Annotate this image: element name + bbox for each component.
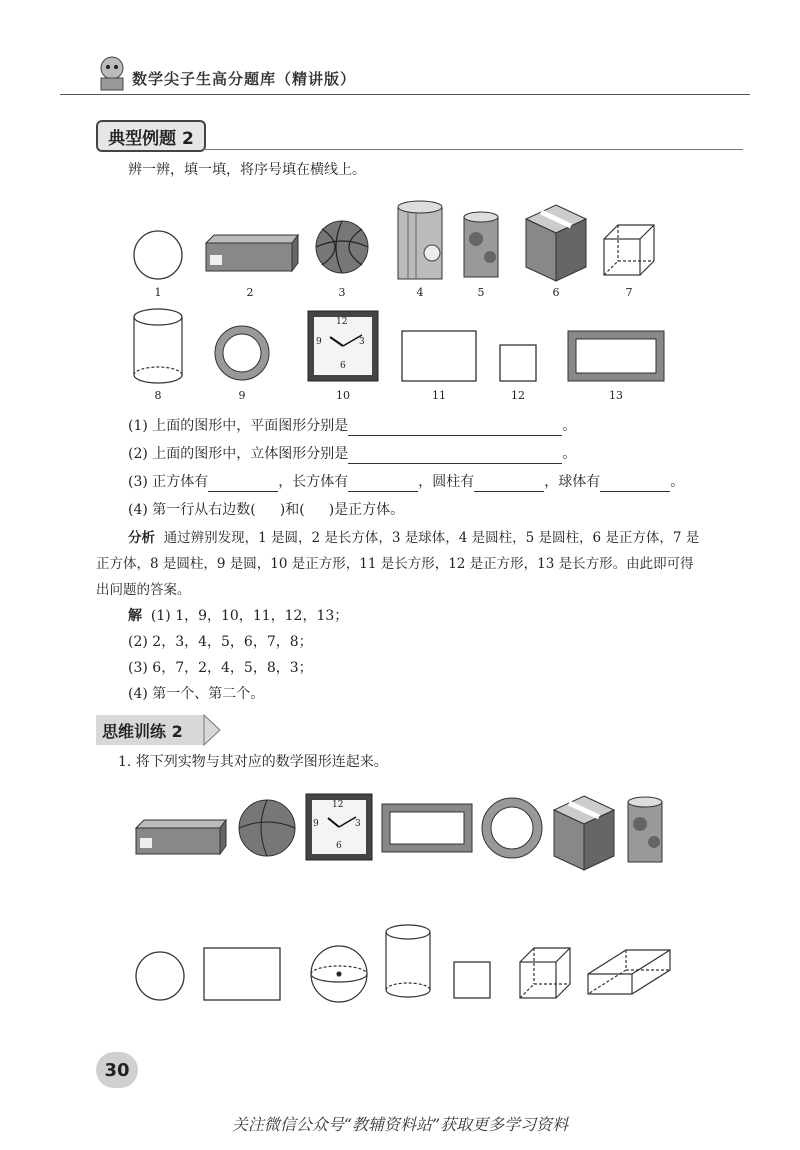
solution-line-3: (3) 6，7，2，4，5，8，3； <box>128 660 313 676</box>
shape-rectangle <box>204 948 280 1000</box>
figure-7-wire-cube <box>604 225 654 275</box>
figure-11-rectangle <box>402 331 476 381</box>
shape-circle <box>136 952 184 1000</box>
figure-4-can <box>398 201 442 279</box>
figure-3-ball <box>316 221 368 273</box>
shape-sphere <box>311 946 367 1002</box>
object-can <box>628 797 662 862</box>
example-label: 典型例题 2 <box>96 120 206 152</box>
figure-6-cube <box>526 205 586 281</box>
question-4: (4) 第一行从右边数( )和( )是正方体。 <box>128 502 405 518</box>
answer-blank[interactable] <box>474 477 544 492</box>
footer-text: 关注微信公众号“教辅资料站”获取更多学习资料 <box>231 1115 569 1134</box>
answer-blank[interactable] <box>348 449 562 464</box>
object-gift-cube <box>554 796 614 870</box>
header-rule <box>60 94 750 95</box>
training-label: 思维训练 2 <box>96 715 204 745</box>
figure-label: 10 <box>336 389 350 402</box>
figure-label: 2 <box>246 286 254 299</box>
shape-cylinder <box>386 925 430 997</box>
clock-face-2: 12 3 6 9 <box>313 800 361 851</box>
solution-line-1: 解 (1) 1，9，10，11，12，13； <box>128 608 349 624</box>
answer-blank[interactable] <box>208 477 278 492</box>
header-title: 数学尖子生高分题库（精讲版） <box>132 70 357 88</box>
figure-label: 3 <box>338 286 346 299</box>
page-number: 30 <box>96 1052 138 1088</box>
analysis-line-1: 分析 通过辨别发现，1 是圆，2 是长方体，3 是球体，4 是圆柱，5 是圆柱，6 是正方体，7 是 <box>128 530 700 546</box>
figure-label: 9 <box>238 389 246 402</box>
answer-blank[interactable] <box>348 477 418 492</box>
question-2: (2) 上面的图形中，立体图形分别是 。 <box>128 446 577 462</box>
solution-line-2: (2) 2，3，4，5，6，7，8； <box>128 634 313 650</box>
training-question-1: 1. 将下列实物与其对应的数学图形连起来。 <box>118 754 388 770</box>
solution-label: 解 <box>128 608 142 624</box>
object-box <box>136 820 226 854</box>
solution-line-4: (4) 第一个、第二个。 <box>128 686 265 702</box>
analysis-line-3: 出问题的答案。 <box>96 582 191 598</box>
question-3: (3) 正方体有 ，长方体有 ，圆柱有 ，球体有 。 <box>128 474 685 490</box>
answer-blank[interactable] <box>348 421 562 436</box>
object-frame <box>382 804 472 852</box>
figure-8-cylinder <box>134 309 182 383</box>
figure-label: 7 <box>625 286 633 299</box>
example-rule <box>203 149 743 150</box>
analysis-line-2: 正方体，8 是圆柱，9 是圆，10 是正方形，11 是长方形，12 是正方形，13 是长方形。由此即可得 <box>96 556 694 572</box>
figure-label: 6 <box>552 286 560 299</box>
shape-square <box>454 962 490 998</box>
figure-12-square <box>500 345 536 381</box>
mascot-icon <box>96 54 128 92</box>
arrow-icon <box>204 715 222 745</box>
figure-label: 11 <box>432 389 446 402</box>
figure-label: 4 <box>416 286 424 299</box>
figure-label: 12 <box>511 389 525 402</box>
object-ring <box>482 798 542 858</box>
question-1: (1) 上面的图形中，平面图形分别是 。 <box>128 418 577 434</box>
example-figures <box>0 195 800 405</box>
figure-label: 8 <box>154 389 162 402</box>
figure-label: 13 <box>609 389 623 402</box>
figure-9-ring <box>215 326 269 380</box>
example-instruction: 辨一辨，填一填，将序号填在横线上。 <box>128 162 366 178</box>
clock-face-1: 12 3 6 9 <box>316 317 365 371</box>
figure-5-can <box>464 212 498 277</box>
figure-label: 1 <box>154 286 162 299</box>
answer-blank[interactable] <box>600 477 670 492</box>
shape-cube <box>520 948 570 998</box>
object-ball <box>239 800 295 856</box>
training-figures <box>0 790 800 1010</box>
figure-13-frame <box>568 331 664 381</box>
figure-1-circle <box>134 231 182 279</box>
analysis-label: 分析 <box>128 530 155 546</box>
figure-label: 5 <box>477 286 485 299</box>
shape-cuboid <box>588 950 670 994</box>
figure-2-box <box>206 235 298 271</box>
